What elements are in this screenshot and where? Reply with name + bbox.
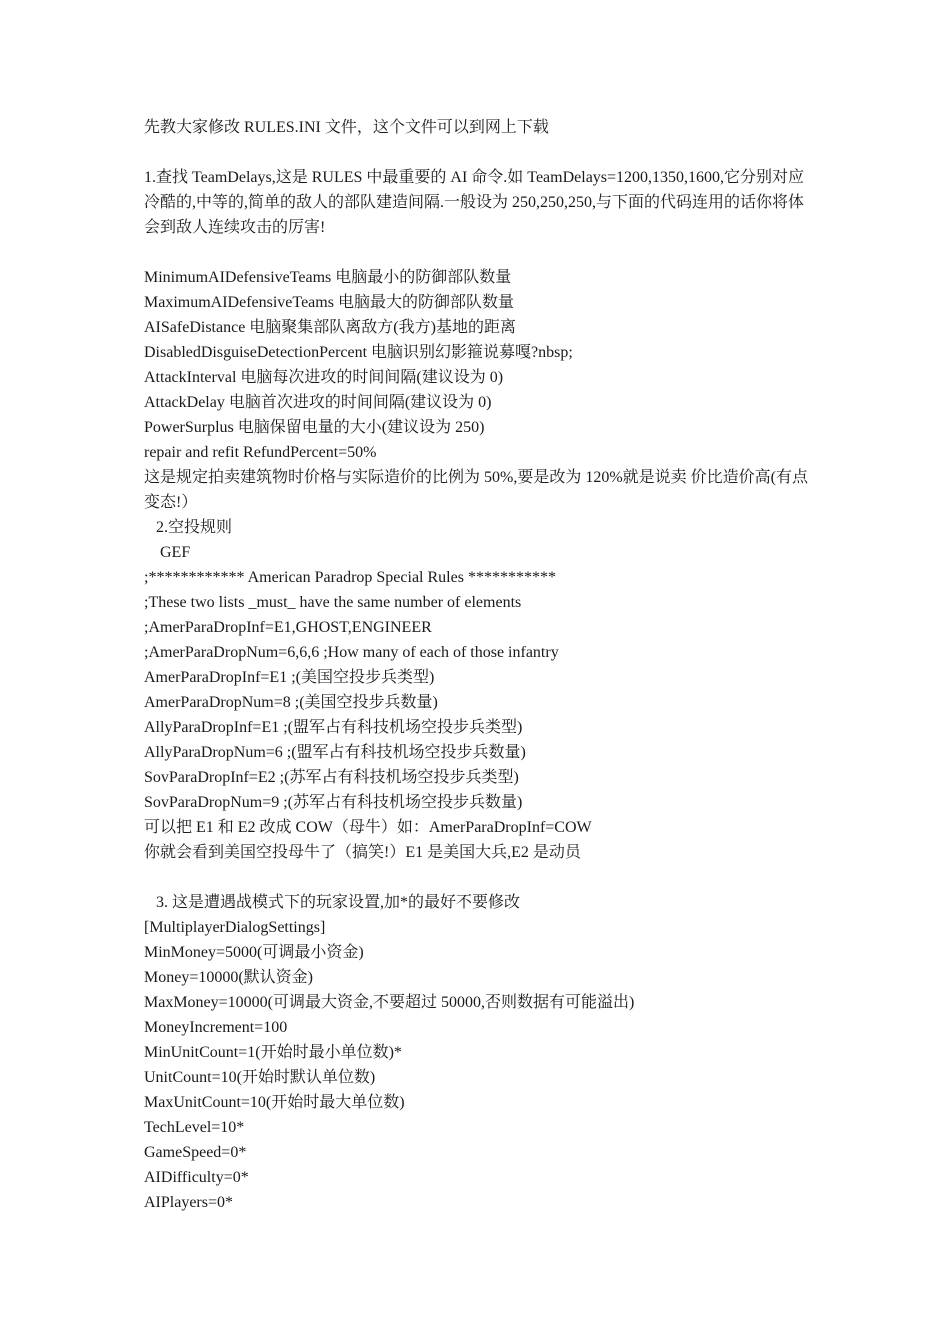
ai-setting-line: repair and refit RefundPercent=50%	[144, 444, 377, 461]
spacer	[144, 140, 814, 165]
multiplayer-line: AIPlayers=0*	[144, 1194, 234, 1211]
ai-setting-line: MinimumAIDefensiveTeams 电脑最小的防御部队数量	[144, 269, 512, 286]
spacer	[144, 865, 814, 890]
multiplayer-line: MaxMoney=10000(可调最大资金,不要超过 50000,否则数据有可能溢出)	[144, 994, 635, 1011]
paradrop-line: 可以把 E1 和 E2 改成 COW（母牛）如：AmerParaDropInf=COW	[144, 819, 592, 836]
multiplayer-line: MinMoney=5000(可调最小资金)	[144, 944, 364, 961]
section3-title: 3. 这是遭遇战模式下的玩家设置,加*的最好不要修改	[156, 894, 521, 911]
ai-setting-line: PowerSurplus 电脑保留电量的大小(建议设为 250)	[144, 419, 485, 436]
intro-text: 先教大家修改 RULES.INI 文件，这个文件可以到网上下载	[144, 119, 549, 136]
multiplayer-line: MinUnitCount=1(开始时最小单位数)*	[144, 1044, 402, 1061]
ai-setting-line: DisabledDisguiseDetectionPercent 电脑识别幻影箍说募嘎?nbsp;	[144, 344, 573, 361]
ai-setting-line: MaximumAIDefensiveTeams 电脑最大的防御部队数量	[144, 294, 514, 311]
multiplayer-line: TechLevel=10*	[144, 1119, 245, 1136]
paradrop-line: ;AmerParaDropNum=6,6,6 ;How many of each of those infantry	[144, 644, 559, 661]
paradrop-line: ;AmerParaDropInf=E1,GHOST,ENGINEER	[144, 619, 432, 636]
paradrop-line: ;************ American Paradrop Special Rules ***********	[144, 569, 556, 586]
multiplayer-line: AIDifficulty=0*	[144, 1169, 249, 1186]
paradrop-line: AmerParaDropNum=8 ;(美国空投步兵数量)	[144, 694, 438, 711]
document-body	[144, 115, 814, 1215]
ai-setting-line: AttackDelay 电脑首次进攻的时间间隔(建议设为 0)	[144, 394, 492, 411]
ai-setting-line: AISafeDistance 电脑聚集部队离敌方(我方)基地的距离	[144, 319, 516, 336]
paradrop-line: SovParaDropNum=9 ;(苏军占有科技机场空投步兵数量)	[144, 794, 523, 811]
section1-paragraph: 1.查找 TeamDelays,这是 RULES 中最重要的 AI 命令.如 TeamDelays=1200,1350,1600,它分别对应冷酷的,中等的,简单的敌人的部队建造间隔.一般设为 250,250,250,与下面的代码连用的话你将体会到敌人连续攻击的厉害!	[144, 169, 805, 236]
multiplayer-line: MoneyIncrement=100	[144, 1019, 288, 1036]
spacer	[144, 240, 814, 265]
paradrop-line: 你就会看到美国空投母牛了（搞笑!）E1 是美国大兵,E2 是动员	[144, 844, 581, 861]
section2-title: 2.空投规则	[156, 519, 233, 536]
paradrop-line: ;These two lists _must_ have the same number of elements	[144, 594, 522, 611]
paradrop-line: AllyParaDropInf=E1 ;(盟军占有科技机场空投步兵类型)	[144, 719, 523, 736]
paradrop-line: AmerParaDropInf=E1 ;(美国空投步兵类型)	[144, 669, 435, 686]
section2-subtitle: GEF	[160, 544, 191, 561]
ai-setting-line: AttackInterval 电脑每次进攻的时间间隔(建议设为 0)	[144, 369, 504, 386]
multiplayer-line: Money=10000(默认资金)	[144, 969, 314, 986]
paradrop-line: SovParaDropInf=E2 ;(苏军占有科技机场空投步兵类型)	[144, 769, 519, 786]
multiplayer-line: MaxUnitCount=10(开始时最大单位数)	[144, 1094, 405, 1111]
paradrop-line: AllyParaDropNum=6 ;(盟军占有科技机场空投步兵数量)	[144, 744, 526, 761]
multiplayer-line: [MultiplayerDialogSettings]	[144, 919, 326, 936]
refund-note: 这是规定拍卖建筑物时价格与实际造价的比例为 50%,要是改为 120%就是说卖 价比造价高(有点变态!）	[144, 469, 808, 511]
multiplayer-line: GameSpeed=0*	[144, 1144, 247, 1161]
multiplayer-line: UnitCount=10(开始时默认单位数)	[144, 1069, 376, 1086]
